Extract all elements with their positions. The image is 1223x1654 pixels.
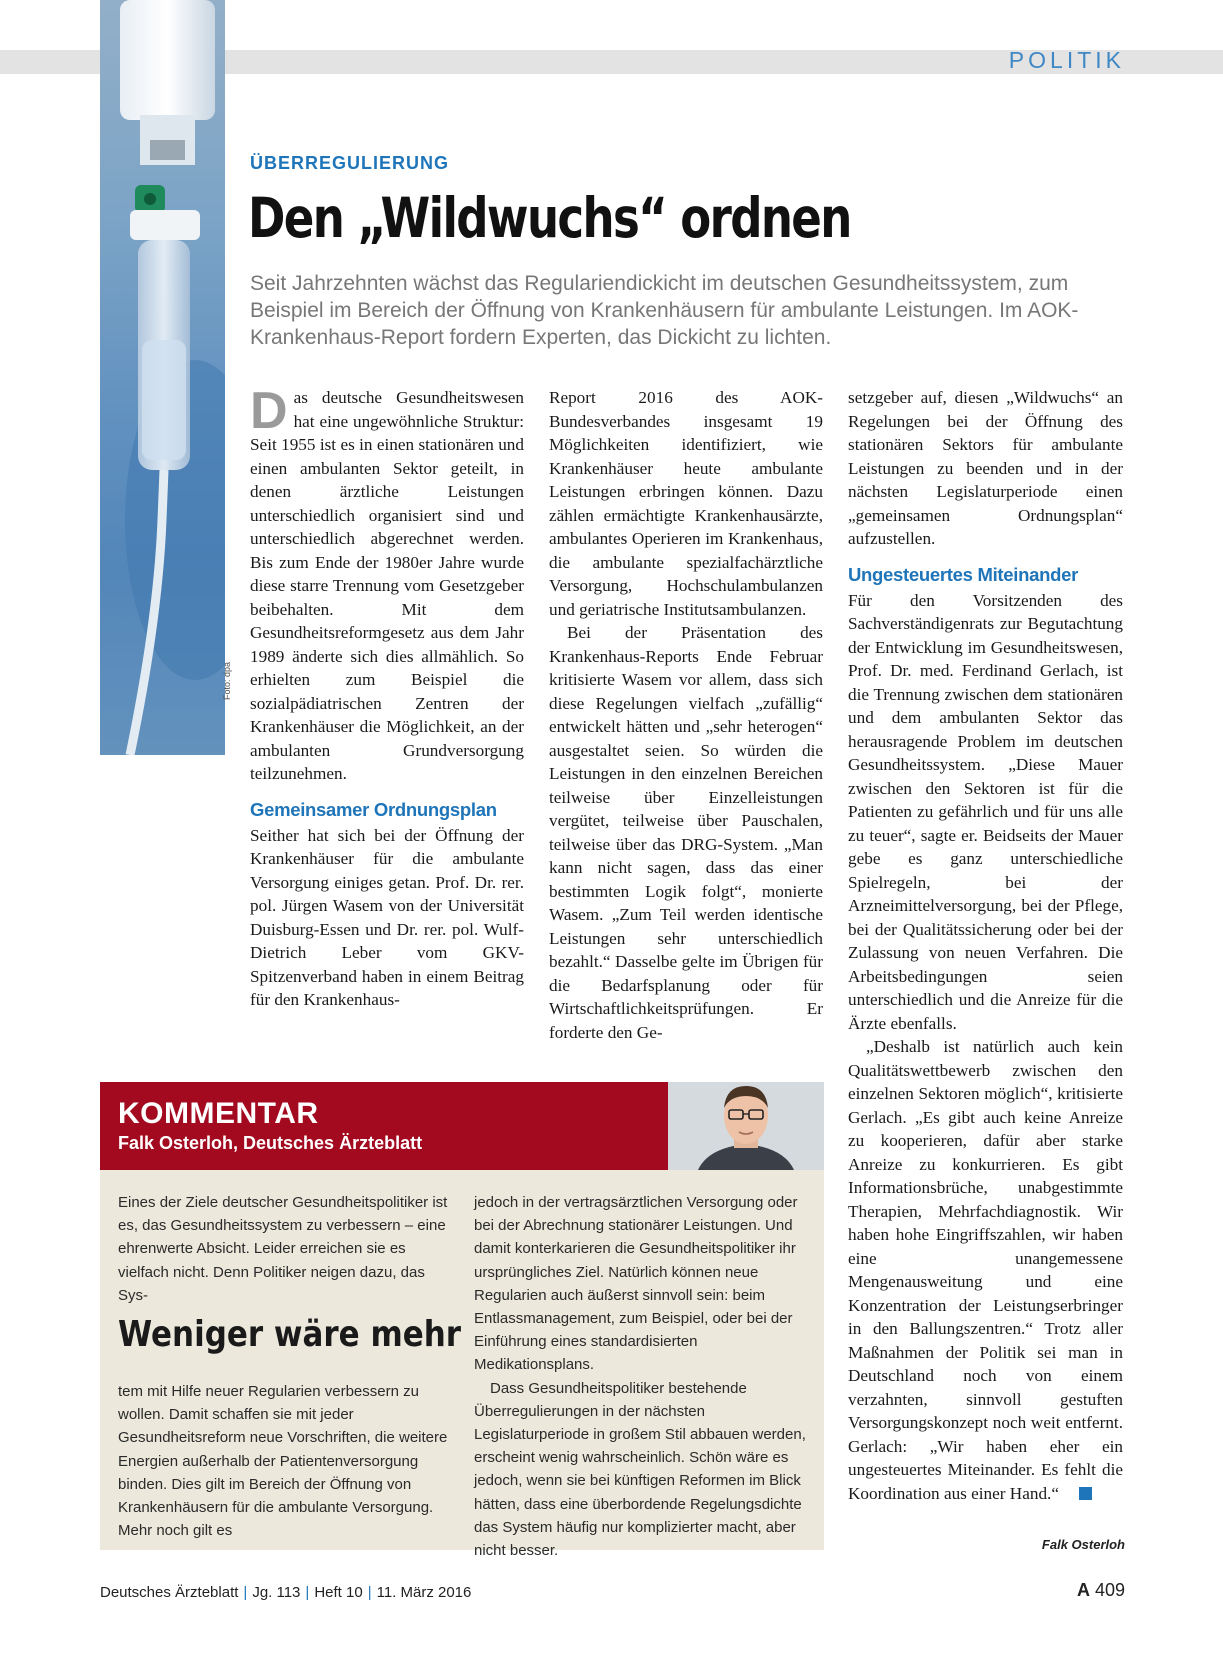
article-lead: Seit Jahrzehnten wächst das Regulariendickicht im deutschen Gesundheitssystem, zum Beispiel im Bereich der Öffnung von Krankenhäusern für ambulante Leistungen. Im AOK-Krankenhaus-Report fordern Experten, das Dickicht zu lichten.	[250, 272, 1079, 349]
article-kicker: ÜBERREGULIERUNG	[250, 153, 450, 173]
kommentar-headline: Weniger wäre mehr	[118, 1314, 462, 1355]
page-number-value: 409	[1094, 1580, 1125, 1600]
date: 11. März 2016	[376, 1584, 472, 1601]
separator: |	[305, 1584, 310, 1601]
author-portrait	[668, 1082, 824, 1170]
article-author: Falk Osterloh	[1041, 1537, 1125, 1552]
portrait-illustration	[668, 1082, 824, 1170]
volume: Jg. 113	[252, 1584, 301, 1601]
paragraph: Für den Vorsitzenden des Sachverständigenrats zur Begutachtung der Entwicklung im Gesundheitswesen, Prof. Dr. med. Ferdinand Gerlach, ist die Trennung zwischen dem stationären und dem ambulanten Sektor das herausragende Problem im deutschen Gesundheitssystem. „Diese Mauer zwischen den Sektoren ist für die Patienten zu gefährlich und für uns alle zu teuer“, sagte er. Beidseits der Mauer gebe es ganz unterschiedliche Spielregeln, bei der Arzneimittelversorgung, bei der Pflege, bei der Qualitätssicherung oder bei der Zulassung von neuen Verfahren. Die Arbeitsbedingungen seien unterschiedlich und die Anreize für die Ärzte ebenfalls.	[848, 590, 1123, 1033]
kommentar-label: KOMMENTAR	[118, 1097, 319, 1130]
footer	[100, 1584, 471, 1601]
subheading: Ungesteuertes Miteinander	[848, 563, 1078, 585]
kommentar-column-1-top	[118, 1191, 448, 1307]
paragraph: Report 2016 des AOK-Bundesverbandes insgesamt 19 Möglichkeiten identifiziert, wie Krankenhäuser heute ambulante Leistungen erbringen können. Dazu zählen ermächtigte Krankenhausärzte, ambulantes Operieren im Krankenhaus, die ambulante spezialfachärztliche Versorgung, Hochschulambulanzen und geriatrische Institutsambulanzen.	[549, 388, 823, 619]
kommentar-column-2	[474, 1191, 806, 1562]
kommentar-column-1-bottom	[118, 1380, 448, 1542]
paragraph: tem mit Hilfe neuer Regularien verbessern zu wollen. Damit schaffen sie mit jeder Gesundheitsreform neue Vorschriften, die weitere Energien außerhalb der Patientenversorgung binden. Dies gilt im Bereich der Öffnung von Krankenhäusern für die ambulante Versorgung. Mehr noch gilt es	[118, 1383, 448, 1540]
iv-drip-illustration	[100, 0, 225, 755]
photo-credit: Foto: dpa	[222, 661, 232, 700]
article-column-3	[848, 386, 1123, 1505]
iv-drip-photo	[100, 0, 225, 755]
article-column-1	[250, 382, 524, 1012]
paragraph: jedoch in der vertragsärztlichen Versorgung oder bei der Abrechnung stationärer Leistungen. Und damit konterkarieren die Gesundheitspolitiker ihr ursprüngliches Ziel. Natürlich können neue Regularien auch äußerst sinnvoll sein: beim Entlassmanagement, zum Beispiel, oder bei der Einführung eines standardisierten Medikationsplans.	[474, 1194, 798, 1374]
article-column-2	[549, 386, 823, 1044]
paragraph-text: „Deshalb ist natürlich auch kein Qualitätswettbewerb zwischen den einzelnen Sektoren möglich“, kritisierte Gerlach. „Es gibt auch keine Anreize zu kooperieren, dafür aber starke Anreize zu konkurrieren. Es gibt Informationsbrüche, unabgestimmte Therapien, Mehrfachdiagnostik. Wir haben hohe Eingriffszahlen, wir haben eine unangemessene Mengenausweitung und eine Konzentration der Leistungserbringer in den Ballungszentren.“ Trotz aller Maßnahmen der Politik sei man in Deutschland noch von einem verzahnten, sinnvoll gestuften Versorgungskonzept noch weit entfernt. Gerlach: „Wir haben eher ein ungesteuertes Miteinander. Es fehlt die Koordination aus einer Hand.“	[848, 1037, 1123, 1503]
separator: |	[243, 1584, 248, 1601]
issue: Heft 10	[314, 1584, 363, 1601]
paragraph: Dass Gesundheitspolitiker bestehende Überregulierungen in der nächsten Legislaturperiode in großem Stil abbauen werden, erscheint wenig wahrscheinlich. Schön wäre es jedoch, wenn sie bei künftigen Reformen im Blick hätten, dass eine überbordende Regelungsdichte das System häufig nur komplizierter macht, aber nicht besser.	[474, 1379, 806, 1560]
paragraph: Seither hat sich bei der Öffnung der Krankenhäuser für die ambulante Versorgung einiges getan. Prof. Dr. rer. pol. Jürgen Wasem von der Universität Duisburg-Essen und Dr. rer. pol. Wulf-Dietrich Leber vom GKV-Spitzenverband haben in einem Beitrag für den Krankenhaus-	[250, 825, 524, 1009]
paragraph: Bei der Präsentation des Krankenhaus-Reports Ende Februar kritisierte Wasem vor allem, dass sich diese Regelungen vielfach „zufällig“ entwickelt hätten und „sehr heterogen“ ausgestaltet seien. So würden die Leistungen in den einzelnen Bereichen teilweise über Einzelleistungen vergütet, teilweise über Pauschalen, teilweise über das DRG-System. „Man kann nicht sagen, dass das einer bestimmten Logik folgt“, monierte Wasem. „Zum Teil werden identische Leistungen sehr unterschiedlich bezahlt.“ Dasselbe gelte im Übrigen für die Bedarfsplanung oder für Wirtschaftlichkeitsprüfungen. Er forderte den Ge-	[549, 623, 823, 1042]
separator: |	[367, 1584, 372, 1601]
article-headline: Den „Wildwuchs“ ordnen	[248, 186, 851, 250]
subheading: Gemeinsamer Ordnungsplan	[250, 798, 497, 820]
paragraph: as deutsche Gesundheitswesen hat eine ungewöhnliche Struktur: Seit 1955 ist es in einen stationären und einen ambulanten Sektor geteilt, in denen ärztliche Leistungen unterschiedlich organisiert sind und unterschiedlich abgerechnet werden. Bis zum Ende der 1980er Jahre wurde diese starre Trennung vom Gesetzgeber beibehalten. Mit dem Gesundheitsreformgesetz aus dem Jahr 1989 änderte sich dies allmählich. So erhielten zum Beispiel die sozialpädiatrischen Zentren der Krankenhäuser die Möglichkeit, an der ambulanten Grundversorgung teilzunehmen.	[250, 388, 524, 783]
page-number	[1077, 1580, 1125, 1601]
end-mark-icon	[1079, 1487, 1092, 1500]
kommentar-author: Falk Osterloh, Deutsches Ärzteblatt	[118, 1133, 423, 1153]
journal-name: Deutsches Ärzteblatt	[100, 1584, 239, 1601]
paragraph-final	[848, 1035, 1123, 1505]
section-label: POLITIK	[1008, 47, 1125, 73]
paragraph: Eines der Ziele deutscher Gesundheitspolitiker ist es, das Gesundheitssystem zu verbessern – eine ehrenwerte Absicht. Leider erreichen sie es vielfach nicht. Denn Politiker neigen dazu, das Sys-	[118, 1194, 448, 1304]
page-prefix: A	[1076, 1580, 1090, 1600]
paragraph: setzgeber auf, diesen „Wildwuchs“ an Regelungen bei der Öffnung des stationären Sektors für ambulante Leistungen zu beenden und in der nächsten Legislaturperiode einen „gemeinsamen Ordnungsplan“ aufzustellen.	[848, 388, 1123, 548]
drop-cap: D	[250, 382, 288, 440]
